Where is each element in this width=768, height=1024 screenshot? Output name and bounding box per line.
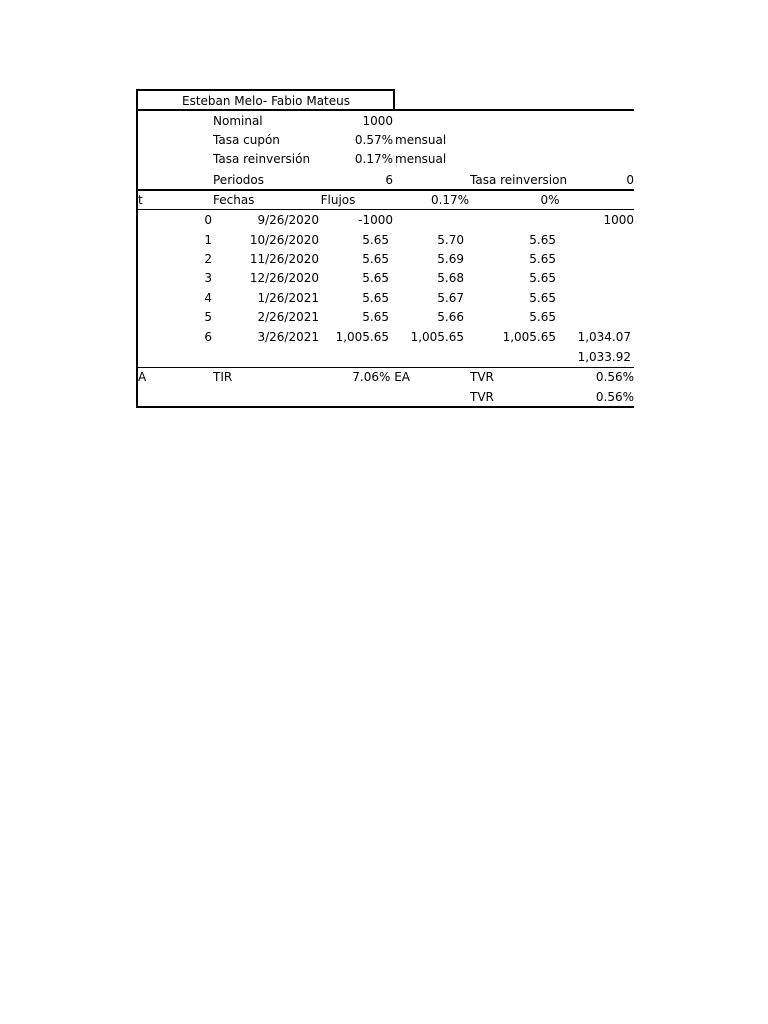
- row-extra: 1,034.07: [577, 330, 631, 344]
- param-value-tasa-reinversion: 0.17%: [354, 152, 393, 166]
- row-fecha: 2/26/2021: [257, 310, 319, 324]
- tasa-reinversion-label: Tasa reinversion: [470, 173, 568, 187]
- row-t: 5: [204, 310, 212, 324]
- rule-top: [137, 109, 634, 111]
- row-flujo: 5.65: [362, 233, 389, 247]
- row-flujo: 5.65: [362, 310, 389, 324]
- tvr-value-1: 0.56%: [595, 370, 634, 384]
- row-t: 1: [204, 233, 212, 247]
- row-flujo: 5.65: [362, 271, 389, 285]
- header-rate-0: 0%: [540, 193, 560, 207]
- row-t: 6: [204, 330, 212, 344]
- row-flujo: 5.65: [362, 291, 389, 305]
- tvr-value-2: 0.56%: [595, 390, 634, 404]
- param-value-periodos: 6: [385, 173, 393, 187]
- tasa-reinversion-value: 0: [626, 173, 634, 187]
- row-value-017: 5.66: [437, 310, 464, 324]
- left-border: [136, 89, 138, 408]
- row-fecha: 9/26/2020: [257, 213, 319, 227]
- header-box-top: [137, 89, 395, 91]
- param-value-nominal: 1000: [362, 114, 393, 128]
- extra-total: 1,033.92: [577, 350, 631, 364]
- row-flujo: -1000: [358, 213, 393, 227]
- param-label-periodos: Periodos: [213, 173, 265, 187]
- param-unit-tasa-cupon: mensual: [395, 133, 447, 147]
- row-value-017: 5.69: [437, 252, 464, 266]
- header-box-right: [393, 89, 395, 111]
- rule-summary: [137, 367, 634, 368]
- row-value-0: 5.65: [529, 291, 556, 305]
- param-value-tasa-cupon: 0.57%: [354, 133, 393, 147]
- summary-a-label: A: [138, 370, 147, 384]
- row-value-017: 5.67: [437, 291, 464, 305]
- rule-table-header: [137, 189, 634, 191]
- param-unit-tasa-reinversion: mensual: [395, 152, 447, 166]
- param-label-tasa-cupon: Tasa cupón: [213, 133, 280, 147]
- row-fecha: 3/26/2021: [257, 330, 319, 344]
- row-value-017: 5.70: [437, 233, 464, 247]
- row-fecha: 11/26/2020: [249, 252, 319, 266]
- row-value-0: 5.65: [529, 310, 556, 324]
- tvr-label-1: TVR: [470, 370, 494, 384]
- row-value-0: 5.65: [529, 233, 556, 247]
- row-t: 2: [204, 252, 212, 266]
- tvr-label-2: TVR: [470, 390, 494, 404]
- header-t: t: [138, 193, 143, 207]
- row-fecha: 10/26/2020: [249, 233, 319, 247]
- row-flujo: 1,005.65: [335, 330, 389, 344]
- authors-cell: Esteban Melo- Fabio Mateus: [181, 94, 350, 108]
- rule-header-bottom: [137, 209, 634, 210]
- row-value-017: 5.68: [437, 271, 464, 285]
- row-value-0: 5.65: [529, 271, 556, 285]
- row-fecha: 1/26/2021: [257, 291, 319, 305]
- row-t: 0: [204, 213, 212, 227]
- tir-label: TIR: [213, 370, 233, 384]
- header-flujos: Flujos: [320, 193, 356, 207]
- row-value-017: 1,005.65: [410, 330, 464, 344]
- row-value-0: 1,005.65: [502, 330, 556, 344]
- row-flujo: 5.65: [362, 252, 389, 266]
- param-label-tasa-reinversion: Tasa reinversión: [213, 152, 311, 166]
- row-t: 3: [204, 271, 212, 285]
- header-rate-017: 0.17%: [430, 193, 470, 207]
- tir-value: 7.06% EA: [352, 370, 410, 384]
- header-fechas: Fechas: [213, 193, 255, 207]
- row-value-0: 5.65: [529, 252, 556, 266]
- row-fecha: 12/26/2020: [249, 271, 319, 285]
- row-t: 4: [204, 291, 212, 305]
- row-extra: 1000: [603, 213, 634, 227]
- rule-bottom: [137, 406, 634, 408]
- param-label-nominal: Nominal: [213, 114, 263, 128]
